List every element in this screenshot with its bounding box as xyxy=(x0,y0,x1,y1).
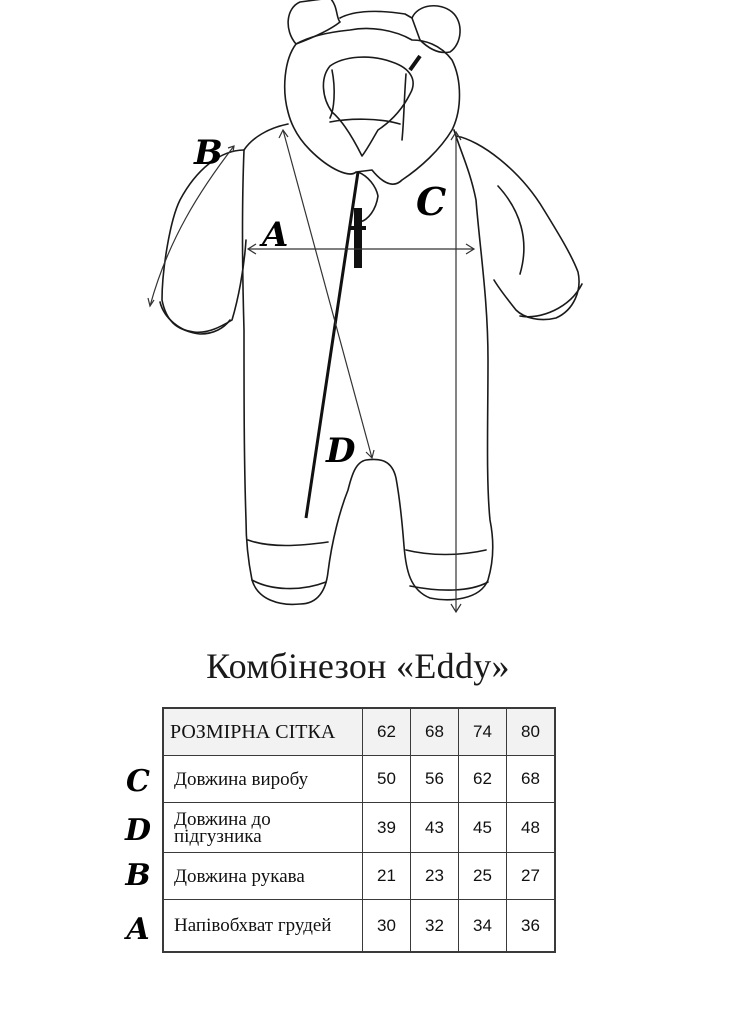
row-label: Напівобхват грудей xyxy=(163,900,363,953)
cell-value: 56 xyxy=(411,756,459,803)
cell-value: 36 xyxy=(507,900,556,953)
right-sleeve xyxy=(456,136,579,320)
row-label: Довжина виробу xyxy=(163,756,363,803)
cell-value: 25 xyxy=(459,853,507,900)
measure-d-line xyxy=(283,130,372,458)
body-left-side xyxy=(243,124,493,604)
header-size: 62 xyxy=(363,708,411,756)
cell-value: 32 xyxy=(411,900,459,953)
table-row xyxy=(163,756,555,803)
left-ear-outline xyxy=(288,0,340,44)
table-row xyxy=(163,803,555,853)
left-leg-cuff xyxy=(248,540,328,546)
cell-value: 39 xyxy=(363,803,411,853)
cell-value: 62 xyxy=(459,756,507,803)
cell-value: 34 xyxy=(459,900,507,953)
cell-value: 23 xyxy=(411,853,459,900)
product-title: Комбінезон «Eddy» xyxy=(206,646,510,686)
left-cuff xyxy=(160,302,230,334)
cell-value: 21 xyxy=(363,853,411,900)
left-foot xyxy=(252,580,326,589)
right-leg-cuff xyxy=(406,550,486,555)
cell-value: 45 xyxy=(459,803,507,853)
size-chart-table xyxy=(162,707,556,953)
row-letter-a: A xyxy=(126,912,150,947)
measure-label-c: C xyxy=(416,179,447,224)
zipper-pull xyxy=(354,208,362,268)
hood-toggle xyxy=(410,56,420,70)
table-row xyxy=(163,900,555,953)
zipper-pull-bar xyxy=(350,226,366,230)
hood-outer xyxy=(285,28,460,184)
right-foot xyxy=(410,582,488,590)
hood-inner xyxy=(323,57,413,156)
header-label: РОЗМІРНА СІТКА xyxy=(163,708,363,756)
row-letter-d: D xyxy=(124,813,151,848)
row-letter-b: B xyxy=(125,858,151,893)
cell-value: 48 xyxy=(507,803,556,853)
row-label: Довжина рукава xyxy=(163,853,363,900)
row-label: Довжина до підгузника xyxy=(163,803,363,853)
cell-value: 50 xyxy=(363,756,411,803)
header-size: 80 xyxy=(507,708,556,756)
measure-label-a: A xyxy=(262,215,289,255)
hood-top xyxy=(340,11,412,18)
cell-value: 27 xyxy=(507,853,556,900)
table-header-row xyxy=(163,708,555,756)
row-letter-c: C xyxy=(126,764,150,799)
cell-value: 68 xyxy=(507,756,556,803)
table-row xyxy=(163,853,555,900)
right-sleeve-crease xyxy=(498,186,524,274)
header-size: 68 xyxy=(411,708,459,756)
measure-label-b: B xyxy=(194,133,223,173)
cell-value: 30 xyxy=(363,900,411,953)
right-cuff xyxy=(520,284,582,317)
header-size: 74 xyxy=(459,708,507,756)
measure-label-d: D xyxy=(326,431,356,471)
cell-value: 43 xyxy=(411,803,459,853)
